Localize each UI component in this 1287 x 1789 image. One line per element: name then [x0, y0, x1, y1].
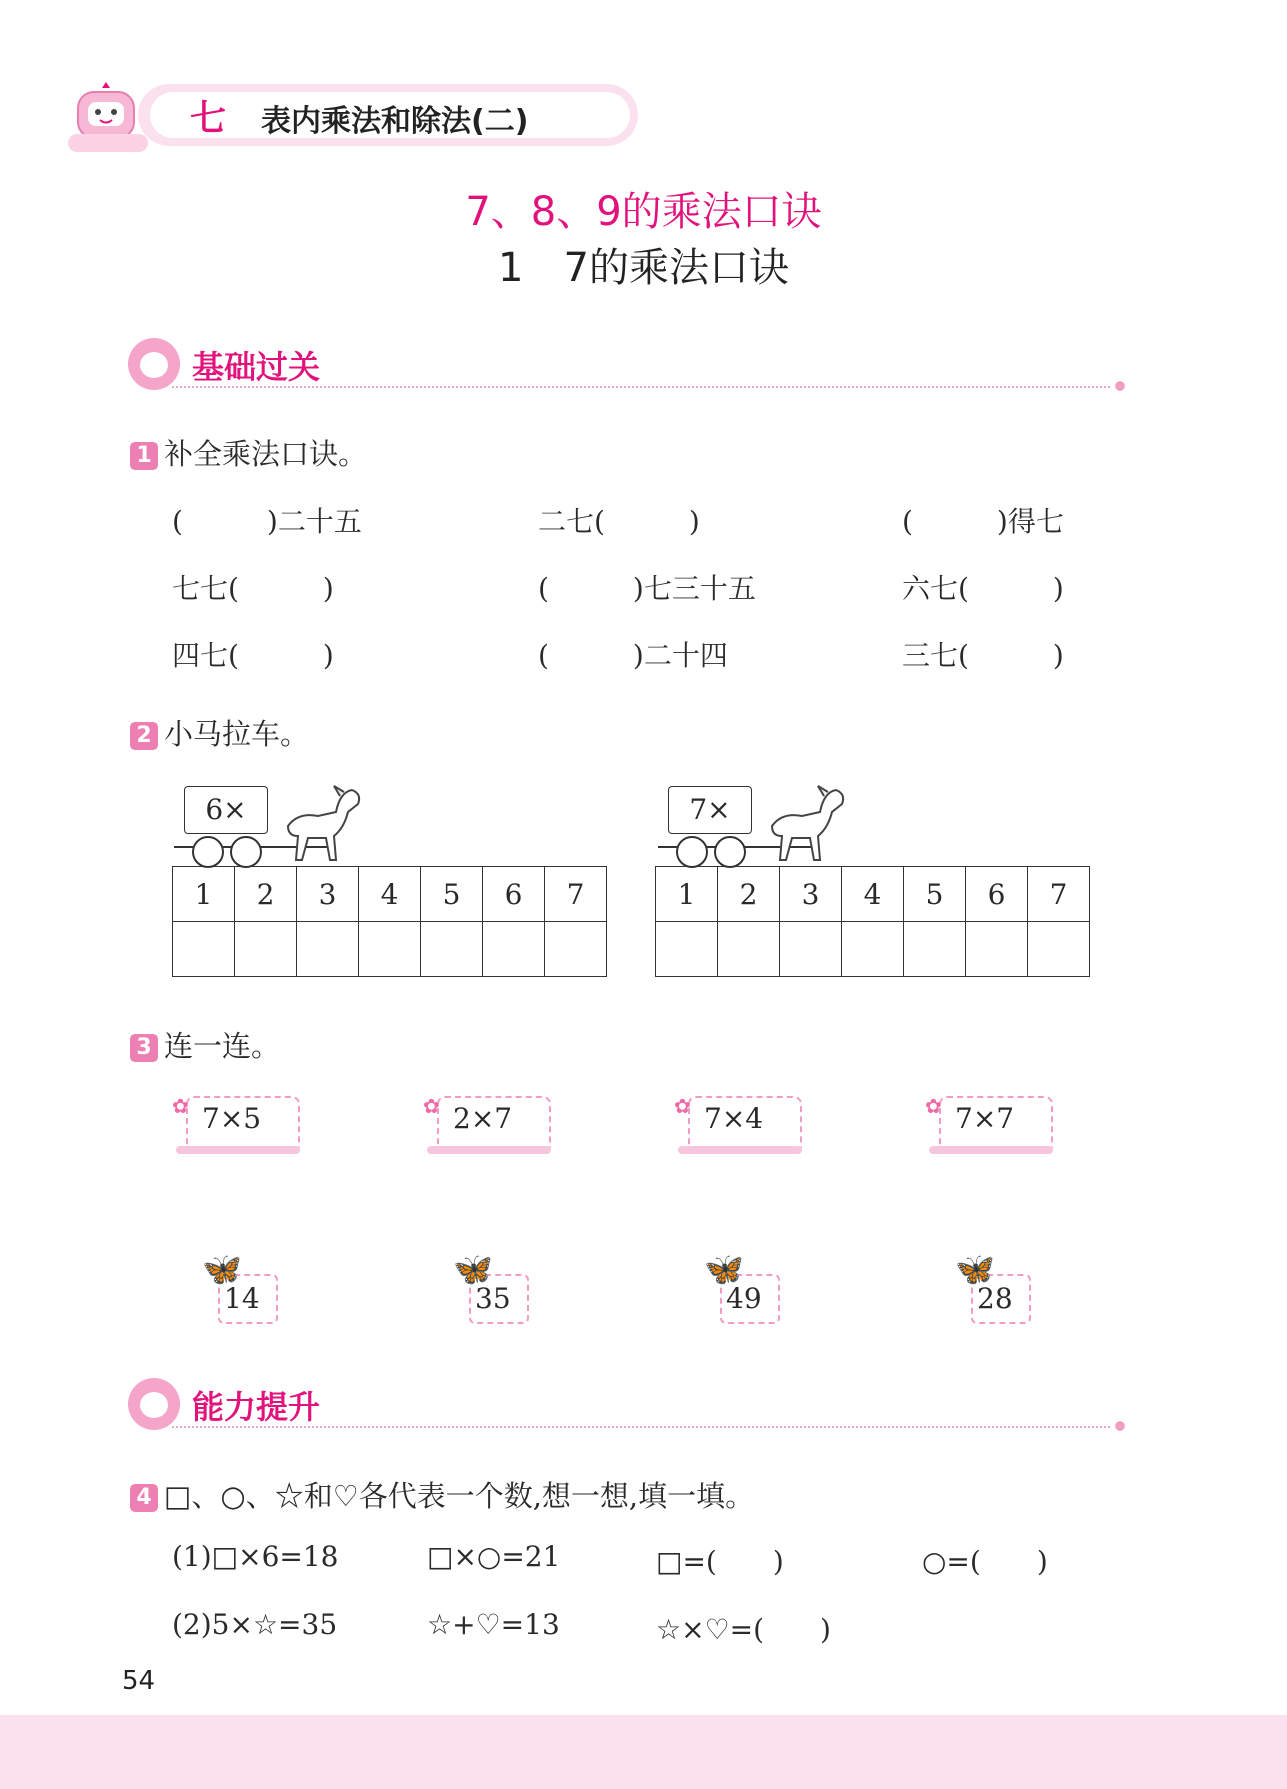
- result-number: 49: [726, 1282, 762, 1315]
- cart-label: 6×: [184, 786, 268, 834]
- expression-card[interactable]: [423, 1094, 551, 1154]
- table-header-cell: 6: [483, 867, 545, 922]
- equation: (1)□×6=18: [172, 1540, 339, 1573]
- wheel-icon: [676, 836, 708, 868]
- question-prompt: 小马拉车。: [164, 717, 310, 751]
- flower-icon: ✿: [172, 1094, 189, 1118]
- verse-blank[interactable]: ( )得七: [902, 505, 1064, 538]
- flower-icon: ✿: [674, 1094, 691, 1118]
- answer-cell[interactable]: [483, 922, 545, 977]
- result-card[interactable]: [202, 1250, 282, 1330]
- table-header-cell: 1: [173, 867, 235, 922]
- verse-blank[interactable]: 二七( ): [538, 505, 700, 538]
- answer-cell[interactable]: [1028, 922, 1090, 977]
- answer-blank[interactable]: ○=( ): [922, 1545, 1048, 1578]
- answer-cell[interactable]: [656, 922, 718, 977]
- question-4: [130, 1474, 754, 1515]
- verse-blank[interactable]: 七七( ): [172, 572, 334, 605]
- answer-cell[interactable]: [359, 922, 421, 977]
- result-number: 35: [475, 1282, 511, 1315]
- question-number: 3: [130, 1034, 158, 1062]
- answer-cell[interactable]: [173, 922, 235, 977]
- question-prompt: □、○、☆和♡各代表一个数,想一想,填一填。: [164, 1479, 755, 1513]
- question-prompt: 连一连。: [164, 1029, 281, 1063]
- expression-text: 2×7: [453, 1102, 513, 1135]
- answer-cell[interactable]: [966, 922, 1028, 977]
- table-header-cell: 3: [297, 867, 359, 922]
- section-title: 基础过关: [192, 348, 321, 386]
- section-title: 能力提升: [192, 1388, 321, 1426]
- butterfly-icon: 🦋: [704, 1250, 744, 1288]
- wheel-icon: [192, 836, 224, 868]
- dotted-divider: [172, 386, 1110, 388]
- multiplication-table-7: [655, 866, 1090, 977]
- question-1: [130, 432, 367, 473]
- answer-cell[interactable]: [904, 922, 966, 977]
- wheel-icon: [714, 836, 746, 868]
- answer-cell[interactable]: [780, 922, 842, 977]
- butterfly-icon: 🦋: [453, 1250, 493, 1288]
- equation: □×○=21: [427, 1540, 561, 1573]
- expression-card[interactable]: [674, 1094, 802, 1154]
- table-header-cell: 4: [359, 867, 421, 922]
- divider-dot-icon: [1112, 1418, 1128, 1434]
- verse-blank[interactable]: 三七( ): [902, 639, 1064, 672]
- mascot-icon: [128, 338, 180, 390]
- table-header-cell: 6: [966, 867, 1028, 922]
- answer-blank[interactable]: □=( ): [656, 1545, 784, 1578]
- result-number: 14: [224, 1282, 260, 1315]
- mascot-icon: [128, 1378, 180, 1430]
- expression-card[interactable]: [172, 1094, 300, 1154]
- question-number: 2: [130, 722, 158, 750]
- question-number: 4: [130, 1484, 158, 1512]
- expression-text: 7×7: [955, 1102, 1015, 1135]
- equation: (2)5×☆=35: [172, 1608, 338, 1641]
- result-card[interactable]: [453, 1250, 533, 1330]
- table-header-cell: 7: [545, 867, 607, 922]
- verse-blank[interactable]: ( )七三十五: [538, 572, 756, 605]
- answer-cell[interactable]: [297, 922, 359, 977]
- butterfly-icon: 🦋: [955, 1250, 995, 1288]
- verse-blank[interactable]: ( )二十四: [538, 639, 728, 672]
- answer-cell[interactable]: [545, 922, 607, 977]
- divider-dot-icon: [1112, 378, 1128, 394]
- multiplication-table-6: [172, 866, 607, 977]
- page-number: 54: [122, 1666, 156, 1696]
- expression-card[interactable]: [925, 1094, 1053, 1154]
- wheel-icon: [230, 836, 262, 868]
- lesson-subtitle: 1 7的乘法口诀: [498, 245, 789, 291]
- horse-icon: [278, 782, 364, 866]
- table-header-cell: 5: [421, 867, 483, 922]
- section-heading-basic: [128, 334, 1128, 394]
- table-header-cell: 2: [235, 867, 297, 922]
- table-header-cell: 4: [842, 867, 904, 922]
- chapter-title: 表内乘法和除法(二): [261, 104, 529, 139]
- robot-mascot-icon: [58, 78, 168, 158]
- cart-label: 7×: [668, 786, 752, 834]
- result-card[interactable]: [955, 1250, 1035, 1330]
- answer-cell[interactable]: [421, 922, 483, 977]
- verse-blank[interactable]: 六七( ): [902, 572, 1064, 605]
- result-number: 28: [977, 1282, 1013, 1315]
- horse-cart-2: [658, 786, 848, 876]
- flower-icon: ✿: [423, 1094, 440, 1118]
- horse-cart-1: [174, 786, 364, 876]
- expression-text: 7×5: [202, 1102, 262, 1135]
- table-header-cell: 3: [780, 867, 842, 922]
- horse-icon: [762, 782, 848, 866]
- question-2: [130, 712, 309, 753]
- answer-cell[interactable]: [842, 922, 904, 977]
- chapter-banner: [58, 78, 588, 158]
- answer-cell[interactable]: [718, 922, 780, 977]
- verse-blank[interactable]: ( )二十五: [172, 505, 362, 538]
- section-heading-advanced: [128, 1374, 1128, 1434]
- table-header-cell: 5: [904, 867, 966, 922]
- table-header-cell: 7: [1028, 867, 1090, 922]
- expression-text: 7×4: [704, 1102, 764, 1135]
- table-header-cell: 2: [718, 867, 780, 922]
- question-number: 1: [130, 442, 158, 470]
- footer-band: [0, 1715, 1287, 1789]
- question-3: [130, 1024, 280, 1065]
- answer-blank[interactable]: ☆×♡=( ): [656, 1613, 831, 1646]
- dotted-divider: [172, 1426, 1110, 1428]
- question-prompt: 补全乘法口诀。: [164, 437, 368, 471]
- butterfly-icon: 🦋: [202, 1250, 242, 1288]
- result-card[interactable]: [704, 1250, 784, 1330]
- verse-blank[interactable]: 四七( ): [172, 639, 334, 672]
- chapter-number: 七: [190, 98, 227, 139]
- answer-cell[interactable]: [235, 922, 297, 977]
- equation: ☆+♡=13: [427, 1608, 560, 1641]
- flower-icon: ✿: [925, 1094, 942, 1118]
- table-header-cell: 1: [656, 867, 718, 922]
- lesson-title: 7、8、9的乘法口诀: [465, 189, 822, 235]
